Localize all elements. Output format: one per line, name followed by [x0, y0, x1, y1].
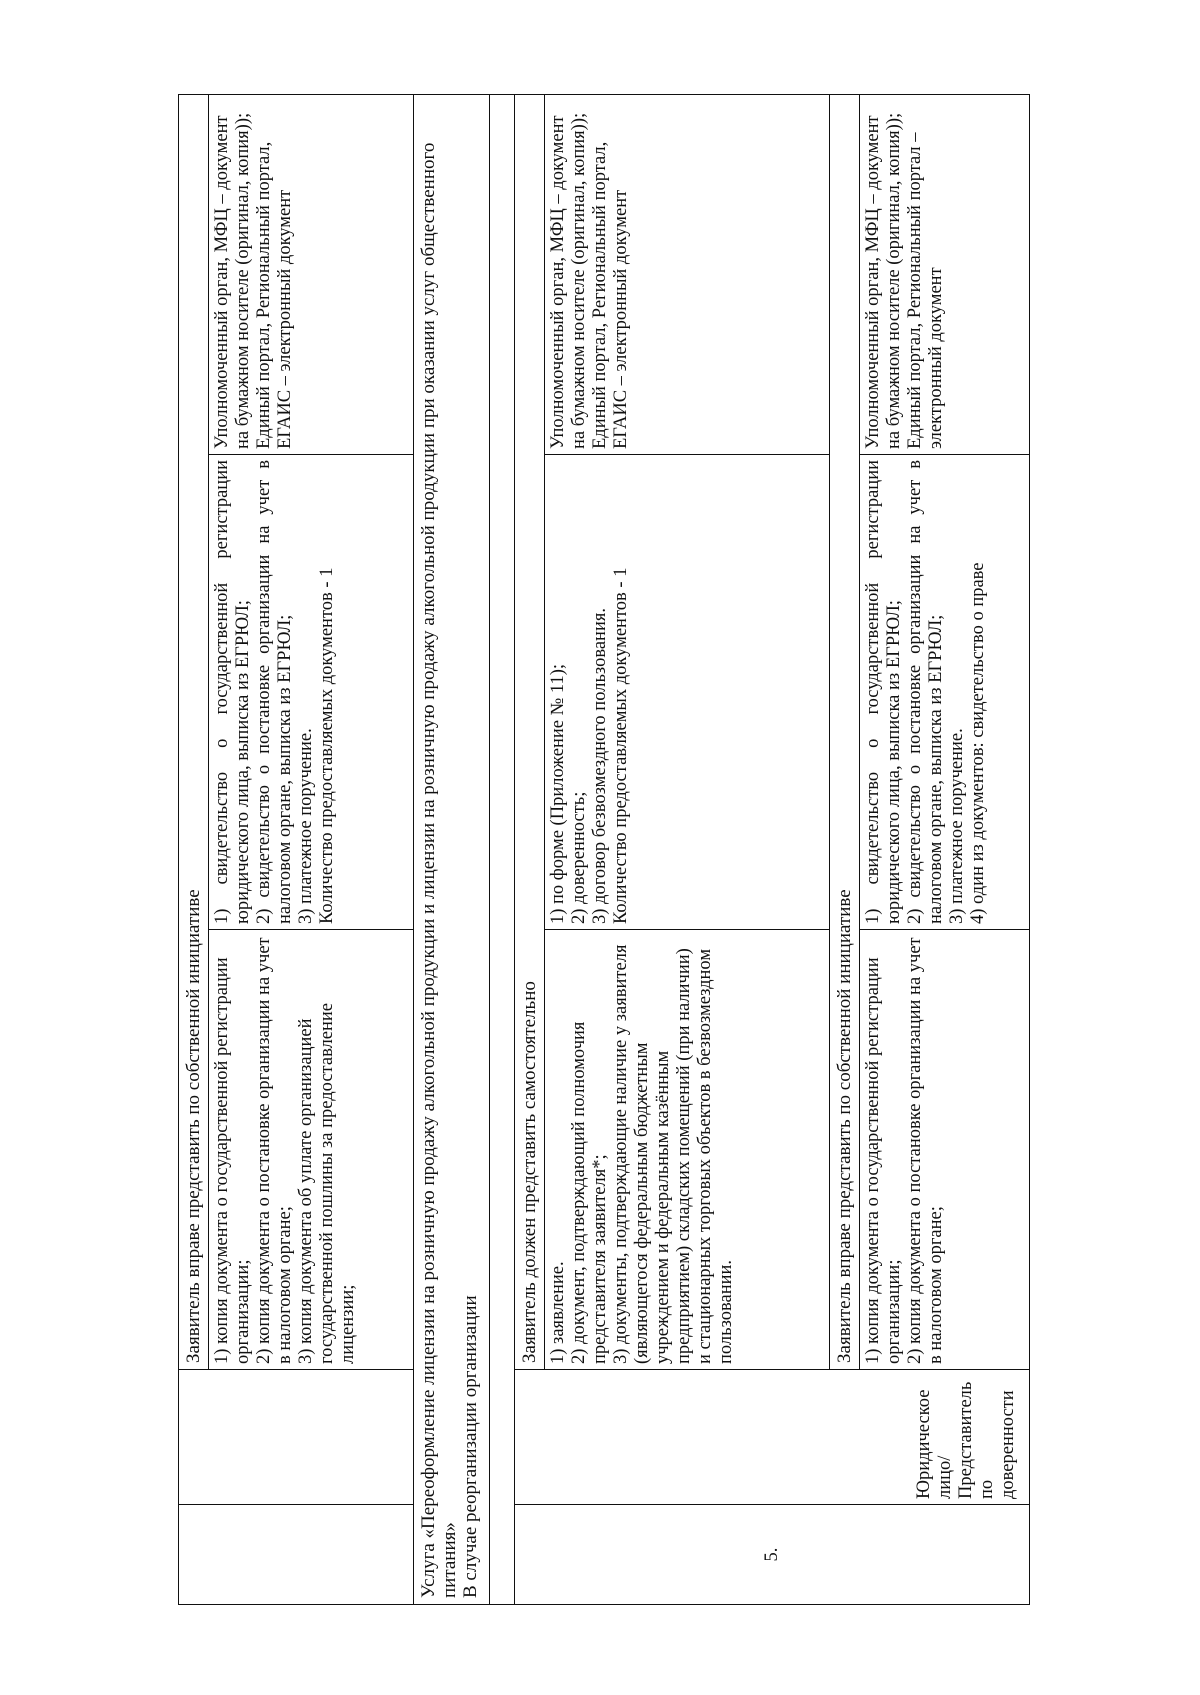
section-header: Заявитель вправе представить по собственной инициативе: [179, 95, 209, 1370]
optional-requirements-cell: [860, 455, 1030, 930]
rotated-document-page: [178, 95, 1058, 1605]
document-count: Количество предоставляемых документов - 1: [317, 567, 337, 924]
requirement-item: 1) по форме (Приложение № 11);: [548, 663, 568, 924]
documents-table: [178, 94, 1030, 1605]
requirement-item: 2) доверенность;: [569, 791, 589, 924]
optional-documents-cell: [860, 930, 1030, 1370]
section-gap: [490, 95, 515, 1605]
requirement-item: 3) платежное поручение.: [947, 728, 967, 924]
method-item: Единый портал, Региональный портал, ЕГАИС – электронный документ: [254, 141, 295, 449]
requirement-item: 2) свидетельство о постановке организации на учет в налоговом органе, выписка из ЕГРЮЛ;: [905, 460, 946, 924]
document-item: 2) копия документа о постановке организации на учет в налоговом органе;: [254, 937, 295, 1364]
applicant-type-line: лицо/: [935, 1455, 955, 1499]
submission-method-cell: [209, 95, 414, 455]
document-item: 3) копия документа об уплате организацией государственной пошлины за предоставление лицензии;: [296, 1002, 358, 1364]
row-number: 5.: [515, 1505, 1030, 1605]
empty-number-cell: [179, 1505, 209, 1605]
method-item: Единый портал, Региональный портал – электронный документ: [905, 132, 946, 449]
service-title-cell: [414, 95, 490, 1605]
mandatory-method-cell: [545, 95, 830, 455]
mandatory-header: Заявитель должен представить самостоятельно: [515, 95, 545, 1370]
document-item: 1) копия документа о государственной регистрации организации;: [212, 957, 253, 1364]
service-case: В случае реорганизации организации: [460, 1295, 481, 1598]
empty-applicant-cell: [209, 1370, 414, 1505]
empty-number-cell: [209, 1505, 414, 1605]
document-count: Количество предоставляемых документов - 1: [611, 567, 631, 924]
applicant-type-cell: [515, 1370, 1030, 1505]
method-item: Уполномоченный орган, МФЦ – документ на бумажном носителе (оригинал, копия));: [863, 112, 904, 449]
requirement-item: 1) свидетельство о государственной регистрации юридического лица, выписка из ЕГРЮЛ;: [212, 460, 253, 924]
document-item: 3) документы, подтверждающие наличие у заявителя (являющегося федеральным бюджетным учреждением и федеральным казённым предприятием) складских помещений (при наличии) и стационарных торговых объектов в безвозмездном пользовании.: [611, 944, 736, 1364]
service-title: Услуга «Переоформление лицензии на розничную продажу алкогольной продукции и лицензии на розничную продажу алкогольной продукции при оказании услуг общественного питания»: [418, 142, 460, 1598]
optional-header: Заявитель вправе представить по собственной инициативе: [830, 95, 860, 1370]
document-item: 2) копия документа о постановке организации на учет в налоговом органе;: [905, 937, 946, 1364]
requirement-item: 3) договор безвозмездного пользования.: [590, 608, 610, 924]
document-item: 1) копия документа о государственной регистрации организации;: [863, 957, 904, 1364]
applicant-type-line: доверенности: [998, 1390, 1018, 1499]
mandatory-documents-cell: [545, 930, 830, 1370]
method-item: Уполномоченный орган, МФЦ – документ на бумажном носителе (оригинал, копия));: [212, 112, 253, 449]
document-item: 2) документ, подтверждающий полномочия представителя заявителя*;: [569, 1021, 610, 1364]
requirements-cell: [209, 455, 414, 930]
requirement-item: 4) один из документов: свидетельство о праве: [968, 562, 988, 924]
optional-method-cell: [860, 95, 1030, 455]
method-item: Уполномоченный орган, МФЦ – документ на бумажном носителе (оригинал, копия));: [548, 112, 589, 449]
applicant-type-line: Представитель по: [956, 1381, 997, 1499]
empty-applicant-cell: [179, 1370, 209, 1505]
document-list-cell: [209, 930, 414, 1370]
mandatory-requirements-cell: [545, 455, 830, 930]
requirement-item: 1) свидетельство о государственной регистрации юридического лица, выписка из ЕГРЮЛ;: [863, 460, 904, 924]
requirement-item: 3) платежное поручение.: [296, 728, 316, 924]
document-item: 1) заявление.: [548, 1261, 568, 1364]
requirement-item: 2) свидетельство о постановке организации на учет в налоговом органе, выписка из ЕГРЮЛ;: [254, 460, 295, 924]
method-item: Единый портал, Региональный портал, ЕГАИС – электронный документ: [590, 141, 631, 449]
applicant-type-line: Юридическое: [914, 1389, 934, 1499]
